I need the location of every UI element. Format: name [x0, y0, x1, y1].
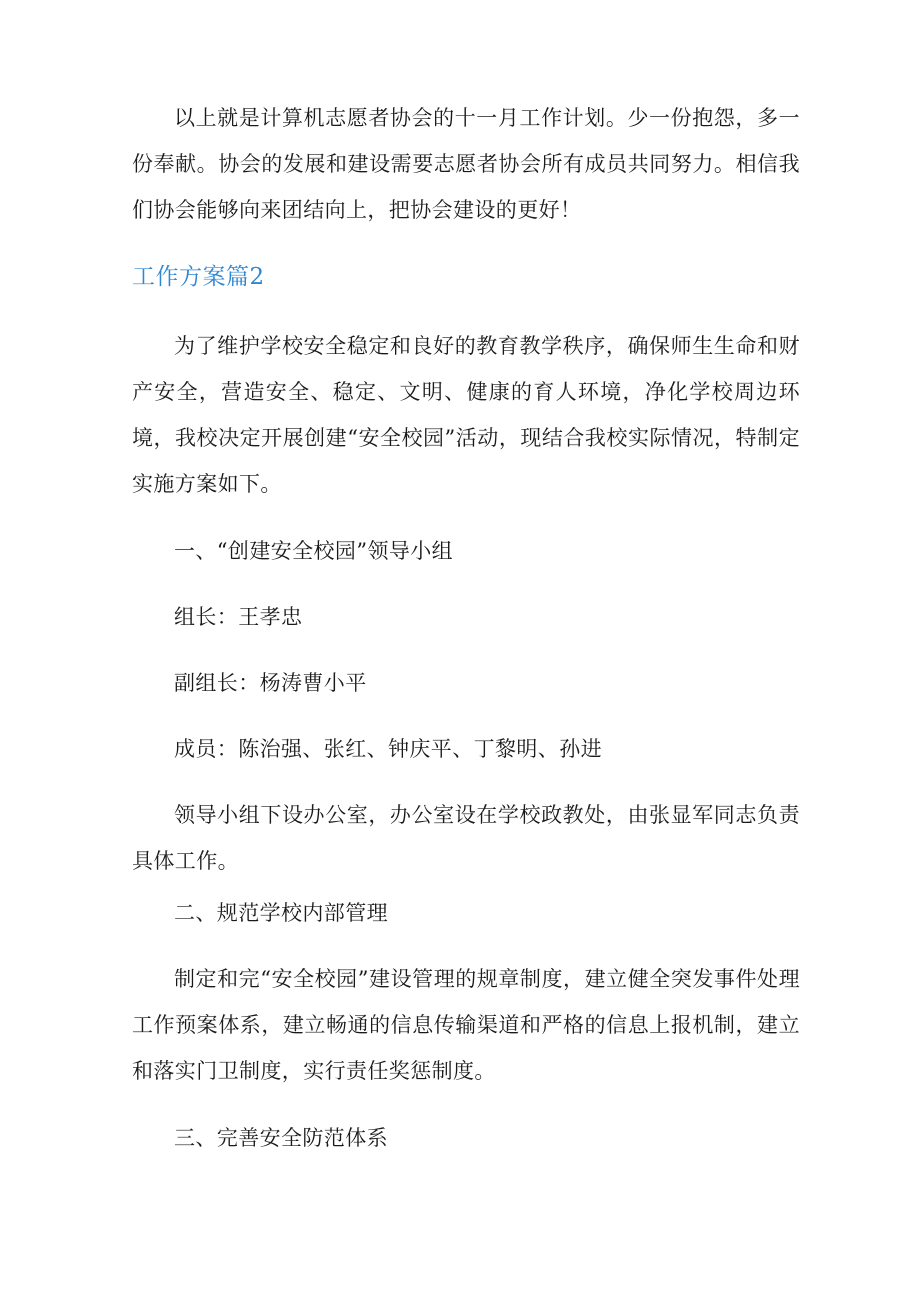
group-leader-line: 组长：王孝忠 [174, 605, 303, 629]
item-heading-leadership-group: 一、“创建安全校园”领导小组 [174, 539, 454, 563]
office-paragraph: 领导小组下设办公室，办公室设在学校政教处，由张显军同志负责具体工作。 [132, 803, 800, 873]
regulations-paragraph: 制定和完“安全校园”建设管理的规章制度，建立健全突发事件处理工作预案体系，建立畅通的信息传输渠道和严格的信息上报机制，建立和落实门卫制度，实行责任奖惩制度。 [132, 967, 800, 1083]
intro-paragraph: 为了维护学校安全稳定和良好的教育教学秩序，确保师生生命和财产安全，营造安全、稳定、文明、健康的育人环境，净化学校周边环境，我校决定开展创建“安全校园”活动，现结合我校实际情况，特制定实施方案如下。 [132, 334, 800, 496]
section-heading: 工作方案篇2 [132, 264, 265, 290]
closing-paragraph: 以上就是计算机志愿者协会的十一月工作计划。少一份抱怨，多一份奉献。协会的发展和建设需要志愿者协会所有成员共同努力。相信我们协会能够向来团结向上，把协会建设的更好！ [132, 106, 800, 222]
item-heading-internal-management: 二、规范学校内部管理 [174, 901, 388, 925]
item-heading-safety-system: 三、完善安全防范体系 [174, 1126, 388, 1150]
members-line: 成员：陈治强、张红、钟庆平、丁黎明、孙进 [174, 737, 602, 761]
deputy-leader-line: 副组长：杨涛曹小平 [174, 671, 367, 695]
